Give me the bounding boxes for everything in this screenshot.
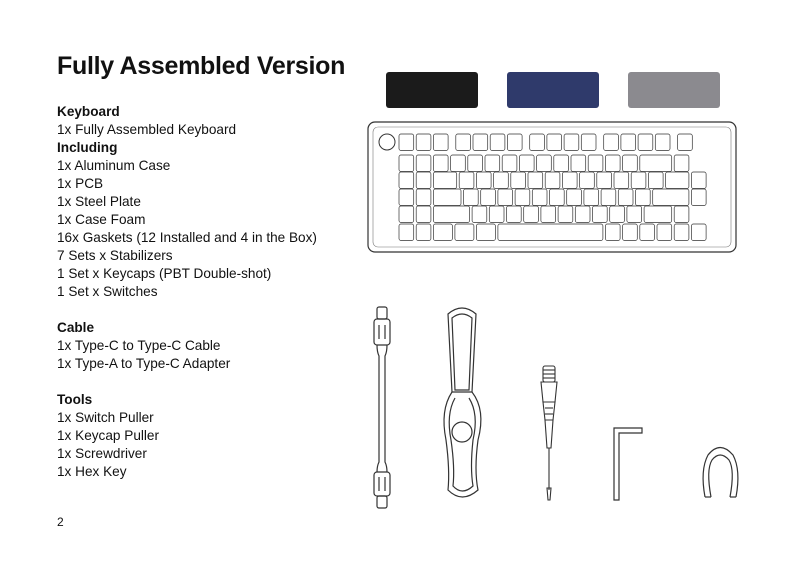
keycap (541, 206, 556, 223)
keycap (416, 189, 431, 206)
keycap (605, 155, 620, 172)
keycap (678, 134, 693, 151)
list-item: 1x Keycap Puller (57, 428, 160, 443)
keycap (399, 189, 414, 206)
keycap (604, 134, 619, 151)
keycap (648, 172, 663, 189)
page-number: 2 (57, 515, 64, 529)
keycap (498, 224, 603, 241)
section-heading: Including (57, 140, 118, 155)
keycap (416, 134, 431, 151)
list-item: 1x Steel Plate (57, 194, 141, 209)
keycap (433, 224, 452, 241)
keycap (489, 206, 504, 223)
keycap (584, 189, 599, 206)
keycap (627, 206, 642, 223)
keycap (433, 134, 448, 151)
keycap (691, 172, 706, 189)
keycap (666, 172, 689, 189)
list-item: 1 Set x Keycaps (PBT Double-shot) (57, 266, 272, 281)
list-item: 16x Gaskets (12 Installed and 4 in the Box) (57, 230, 317, 245)
keycap (498, 189, 513, 206)
keycap (640, 224, 655, 241)
keycap (605, 224, 620, 241)
keycap (674, 206, 689, 223)
list-item: 7 Sets x Stabilizers (57, 248, 173, 263)
keycap (571, 155, 586, 172)
keycap (476, 224, 495, 241)
keycap (399, 155, 414, 172)
list-item: 1x Hex Key (57, 464, 127, 479)
page-title: Fully Assembled Version (57, 52, 346, 80)
keycap (473, 134, 488, 151)
section-heading: Tools (57, 392, 93, 407)
keycap (580, 172, 595, 189)
keycap (691, 189, 706, 206)
keycap (657, 224, 672, 241)
keycap (456, 134, 471, 151)
keycap (494, 172, 509, 189)
keycap (399, 172, 414, 189)
keycap (638, 134, 653, 151)
keycap (490, 134, 505, 151)
keycap (564, 134, 579, 151)
keycap (601, 189, 616, 206)
keycap (507, 206, 522, 223)
usb-c-cable-illustration (374, 307, 390, 508)
keycap (623, 155, 638, 172)
keyboard-illustration (368, 122, 736, 252)
keycap (416, 172, 431, 189)
keycap (653, 189, 689, 206)
list-item: 1x PCB (57, 176, 104, 191)
section-heading: Keyboard (57, 104, 120, 119)
keycap (581, 134, 596, 151)
keycap (485, 155, 500, 172)
list-item: 1x Fully Assembled Keyboard (57, 122, 237, 137)
screwdriver-illustration (541, 366, 557, 500)
keycap (511, 172, 526, 189)
list-item: 1x Switch Puller (57, 410, 154, 425)
keycap (644, 206, 672, 223)
keycap (459, 172, 474, 189)
keycap (472, 206, 487, 223)
keycap (674, 224, 689, 241)
keycap (674, 155, 689, 172)
keycap (502, 155, 517, 172)
keycap (399, 206, 414, 223)
list-item: 1x Type-C to Type-C Cable (57, 338, 221, 353)
keycap (481, 189, 496, 206)
list-item: 1 Set x Switches (57, 284, 158, 299)
keycap (433, 206, 469, 223)
keycap (631, 172, 646, 189)
keycap (537, 155, 552, 172)
keycap (416, 224, 431, 241)
keycap (593, 206, 608, 223)
keycap (640, 155, 672, 172)
list-item: 1x Screwdriver (57, 446, 147, 461)
keycap (610, 206, 625, 223)
keycap (562, 172, 577, 189)
keycap (545, 172, 560, 189)
list-item: 1x Case Foam (57, 212, 146, 227)
keycap (468, 155, 483, 172)
keycap (530, 134, 545, 151)
keycap (524, 206, 539, 223)
keycap (655, 134, 670, 151)
keycap (558, 206, 573, 223)
section-heading: Cable (57, 320, 95, 335)
keycap (597, 172, 612, 189)
keycap (519, 155, 534, 172)
keycap (636, 189, 651, 206)
keycap (476, 172, 491, 189)
switch-puller-illustration (703, 448, 738, 498)
keycap (618, 189, 633, 206)
keycap (399, 224, 414, 241)
keycap (532, 189, 547, 206)
list-item: 1x Aluminum Case (57, 158, 171, 173)
keycap (547, 134, 562, 151)
keycap (464, 189, 479, 206)
keycap (614, 172, 629, 189)
keycap (451, 155, 466, 172)
hex-key-illustration (614, 428, 642, 500)
keycap (433, 172, 456, 189)
keycap (623, 224, 638, 241)
keycap (588, 155, 603, 172)
keycap (433, 189, 461, 206)
keycap (567, 189, 582, 206)
keycap (433, 155, 448, 172)
keycap (554, 155, 569, 172)
keycap-puller-illustration (444, 308, 481, 497)
keycap (399, 134, 414, 151)
keycap (528, 172, 543, 189)
keycap (575, 206, 590, 223)
keycap (416, 155, 431, 172)
list-item: 1x Type-A to Type-C Adapter (57, 356, 231, 371)
keycap (550, 189, 565, 206)
keycap (416, 206, 431, 223)
keycap (621, 134, 636, 151)
keycap (691, 224, 706, 241)
keycap (515, 189, 530, 206)
keycap (455, 224, 474, 241)
keycap (507, 134, 522, 151)
